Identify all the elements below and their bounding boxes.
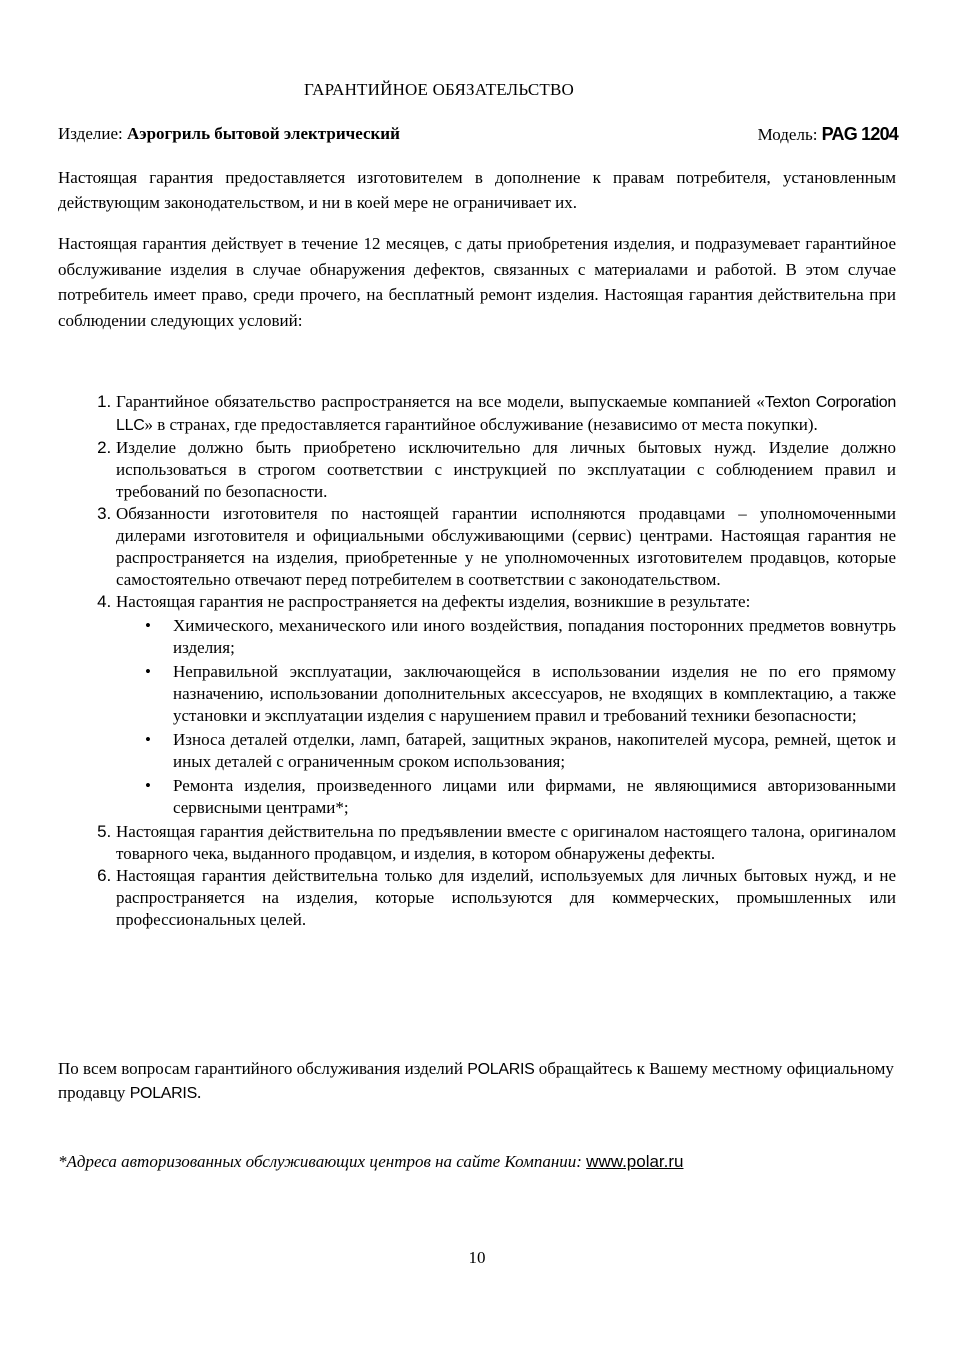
conditions-list [58, 391, 896, 931]
model-label: Модель: [757, 125, 822, 144]
exclusion-item [145, 615, 896, 659]
model-code: PAG 1204 [821, 124, 898, 144]
contact-text: По всем вопросам гарантийного обслуживания изделий [58, 1059, 468, 1078]
bullet-icon: • [145, 730, 151, 749]
condition-item: 6. Настоящая гарантия действительна только для изделий, используемых для личных бытовых нужд, и не распространяется на изделия, которые используются для коммерческих, промышленных или профессиональных целей. [116, 865, 896, 931]
condition-item [116, 591, 896, 819]
exclusion-text: Неправильной эксплуатации, заключающейся в использовании изделия не по его прямому назначению, использовании дополнительных аксессуаров, не входящих в комплектацию, а также установки и эксплуатации изделия с нарушением правил и требований техники безопасности; [173, 662, 896, 725]
exclusion-item [145, 729, 896, 773]
bullet-icon: • [145, 662, 151, 681]
product-line [58, 124, 898, 148]
website-link[interactable]: www.polar.ru [586, 1152, 684, 1171]
condition-item: 5. Настоящая гарантия действительна по предъявлении вместе с оригиналом настоящего талона, оригиналом товарного чека, выданного продавцом, и изделия, в котором обнаружены дефекты. [116, 821, 896, 865]
company-name: Texton Corporation LLC [116, 394, 896, 434]
exclusion-text: Ремонта изделия, произведенного лицами или фирмами, не являющимися авторизованными сервисными центрами*; [173, 776, 896, 817]
product-label: Изделие: [58, 124, 127, 143]
contact-text: . [196, 1083, 202, 1102]
condition-item: 2. Изделие должно быть приобретено исключительно для личных бытовых нужд. Изделие должно использоваться в строгом соответствии с инструкцией по эксплуатации с соблюдением правил и требований по безопасности. [116, 437, 896, 503]
contact-text: обращайтесь к Вашему местному официальному продавцу [58, 1059, 894, 1102]
page-number: 10 [468, 1248, 486, 1267]
model-info [758, 124, 898, 145]
condition-4-text: Настоящая гарантия не распространяется на дефекты изделия, возникшие в результате: [116, 592, 751, 611]
product-info [58, 124, 400, 144]
footnote-text: *Адреса авторизованных обслуживающих центров на сайте Компании: [58, 1152, 587, 1171]
brand-name: POLARIS [467, 1061, 535, 1078]
exclusions-list [116, 615, 896, 819]
condition-1-text: Гарантийное обязательство распространяется на все модели, выпускаемые компанией « [116, 392, 765, 411]
contact-paragraph [58, 1057, 896, 1105]
intro-paragraph: Настоящая гарантия предоставляется изготовителем в дополнение к правам потребителя, установленным действующим законодательством, и ни в коей мере не ограничивает их. [58, 168, 896, 212]
condition-item: 3. Обязанности изготовителя по настоящей гарантии исполняются продавцами – уполномоченными дилерами изготовителя и официальными обслуживающими (сервис) центрами. Настоящая гарантия не распространяется на изделия, приобретенные у не уполномоченных изготовителем продавцов, которые самостоятельно отвечают перед потребителем в соответствии с законодательством. [116, 503, 896, 591]
brand-name: POLARIS [129, 1085, 197, 1102]
document-title: ГАРАНТИЙНОЕ ОБЯЗАТЕЛЬСТВО [303, 80, 575, 99]
exclusion-item [145, 661, 896, 727]
exclusion-item [145, 775, 896, 819]
condition-item [116, 391, 896, 437]
exclusion-text: Химического, механического или иного воздействия, попадания посторонних предметов вовнутрь изделия; [173, 616, 896, 657]
product-name: Аэрогриль бытовой электрический [126, 124, 400, 143]
bullet-icon: • [145, 776, 151, 795]
footnote [58, 1152, 896, 1172]
bullet-icon: • [145, 616, 151, 635]
exclusion-text: Износа деталей отделки, ламп, батарей, защитных экранов, накопителей мусора, ремней, щеток и иных деталей с ограниченным сроком использования; [173, 730, 896, 771]
condition-1-text-end: » в странах, где предоставляется гарантийное обслуживание (независимо от места покупки). [144, 415, 818, 434]
validity-paragraph: Настоящая гарантия действует в течение 12 месяцев, с даты приобретения изделия, и подразумевает гарантийное обслуживание изделия в случае обнаружения дефектов, связанных с материалами и работой. В этом случае потребитель имеет право, среди прочего, на бесплатный ремонт изделия. Настоящая гарантия действительна при соблюдении следующих условий: [58, 234, 896, 330]
